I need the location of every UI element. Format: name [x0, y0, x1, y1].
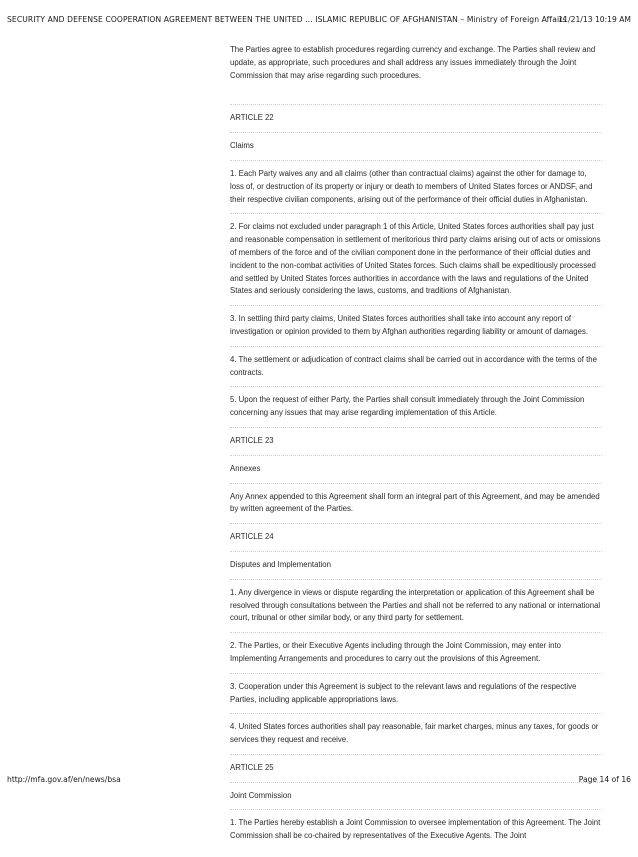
article-title-disputes: Disputes and Implementation — [230, 559, 602, 580]
print-footer-page-number: Page 14 of 16 — [578, 775, 631, 784]
paragraph-claims-3: 3. In settling third party claims, United States forces authorities shall take into account any report of investigation or opinion provided to them by Afghan authorities regarding liability or amount of damages. — [230, 313, 602, 347]
article-heading-24: ARTICLE 24 — [230, 531, 602, 552]
article-heading-23: ARTICLE 23 — [230, 435, 602, 456]
paragraph-currency-procedures: The Parties agree to establish procedures regarding currency and exchange. The Parties shall review and update, as appropriate, such procedures and shall address any issues immediately through the Joint Commission that may arise regarding such procedures. — [230, 44, 602, 105]
article-heading-22: ARTICLE 22 — [230, 112, 602, 133]
paragraph-claims-1: 1. Each Party waives any and all claims (other than contractual claims) against the other for damage to, loss of, or destruction of its property or injury or death to members of United States forces or ANDSF, and their respective civilian components, arising out of the performance of their official duties in Afghanistan. — [230, 168, 602, 214]
print-header-timestamp: 11/21/13 10:19 AM — [558, 15, 631, 24]
article-title-claims: Claims — [230, 140, 602, 161]
article-body — [230, 44, 602, 857]
paragraph-disputes-2: 2. The Parties, or their Executive Agents including through the Joint Commission, may enter into Implementing Arrangements and procedures to carry out the provisions of this Agreement. — [230, 640, 602, 674]
paragraph-disputes-1: 1. Any divergence in views or dispute regarding the interpretation or application of this Agreement shall be resolved through consultations between the Parties and shall not be referred to any national or international court, tribunal or other similar body, or any third party for settlement. — [230, 587, 602, 633]
print-footer-url: http://mfa.gov.af/en/news/bsa — [7, 775, 121, 784]
paragraph-annexes: Any Annex appended to this Agreement shall form an integral part of this Agreement, and may be amended by written agreement of the Parties. — [230, 491, 602, 525]
print-header-title: SECURITY AND DEFENSE COOPERATION AGREEMENT BETWEEN THE UNITED ... ISLAMIC REPUBLIC OF AFGHANISTAN – Ministry of Foreign Affairs — [7, 15, 567, 24]
paragraph-joint-commission-1: 1. The Parties hereby establish a Joint Commission to oversee implementation of this Agreement. The Joint Commission shall be co-chaired by representatives of the Executive Agents. The Joint — [230, 818, 601, 841]
paragraph-claims-2: 2. For claims not excluded under paragraph 1 of this Article, United States forces authorities shall pay just and reasonable compensation in settlement of meritorious third party claims arising out of acts or omissions of members of the force and of the civilian component done in the performance of their official duties and incident to the non-combat activities of United States forces. Such claims shall be expeditiously processed and settled by United States forces authorities in accordance with the laws and regulations of the United States and seriously considering the laws, customs, and traditions of Afghanistan. — [230, 221, 602, 306]
article-heading-25: ARTICLE 25 — [230, 762, 602, 783]
paragraph-claims-4: 4. The settlement or adjudication of contract claims shall be carried out in accordance with the terms of the contracts. — [230, 354, 602, 388]
article-title-joint-commission: Joint Commission — [230, 790, 602, 811]
paragraph-disputes-3: 3. Cooperation under this Agreement is subject to the relevant laws and regulations of the respective Parties, including applicable appropriations laws. — [230, 681, 602, 715]
paragraph-claims-5: 5. Upon the request of either Party, the Parties shall consult immediately through the Joint Commission concerning any issues that may arise regarding implementation of this Article. — [230, 394, 602, 428]
article-title-annexes: Annexes — [230, 463, 602, 484]
paragraph-disputes-4: 4. United States forces authorities shall pay reasonable, fair market charges, minus any taxes, for goods or services they request and receive. — [230, 721, 602, 755]
